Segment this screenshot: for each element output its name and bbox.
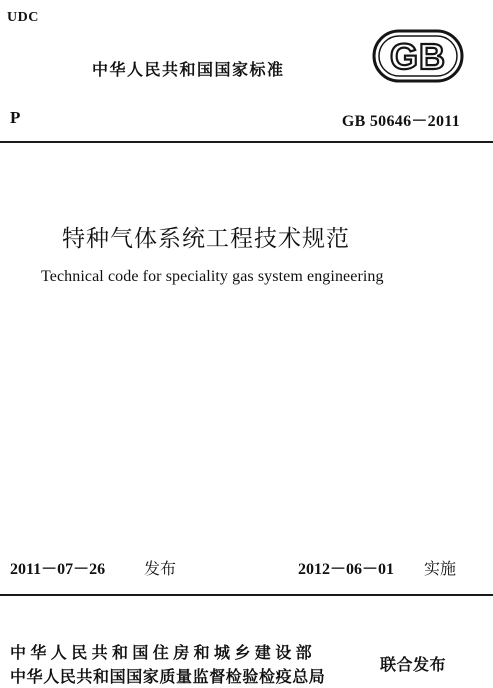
gb-logo — [372, 28, 464, 84]
bottom-divider — [0, 594, 493, 596]
top-divider — [0, 141, 493, 143]
document-title-en: Technical code for speciality gas system engineering — [41, 268, 384, 285]
category-code: P — [10, 108, 21, 127]
issue-date: 2011－07－26 — [10, 561, 106, 578]
national-standard-heading: 中华人民共和国国家标准 — [92, 60, 285, 79]
implement-date: 2012－06－01 — [298, 561, 395, 578]
issuer-ministry: 中华人民共和国住房和城乡建设部 — [10, 643, 317, 662]
udc-label: UDC — [7, 10, 39, 25]
issue-label: 发布 — [144, 559, 177, 578]
issuer-aqsiq: 中华人民共和国国家质量监督检验检疫总局 — [10, 667, 326, 686]
implement-label: 实施 — [424, 559, 457, 578]
gb-logo-text: GB — [390, 36, 446, 77]
joint-issue-label: 联合发布 — [380, 655, 447, 674]
standard-number: GB 50646－2011 — [341, 113, 460, 130]
document-title-zh: 特种气体系统工程技术规范 — [62, 226, 350, 252]
